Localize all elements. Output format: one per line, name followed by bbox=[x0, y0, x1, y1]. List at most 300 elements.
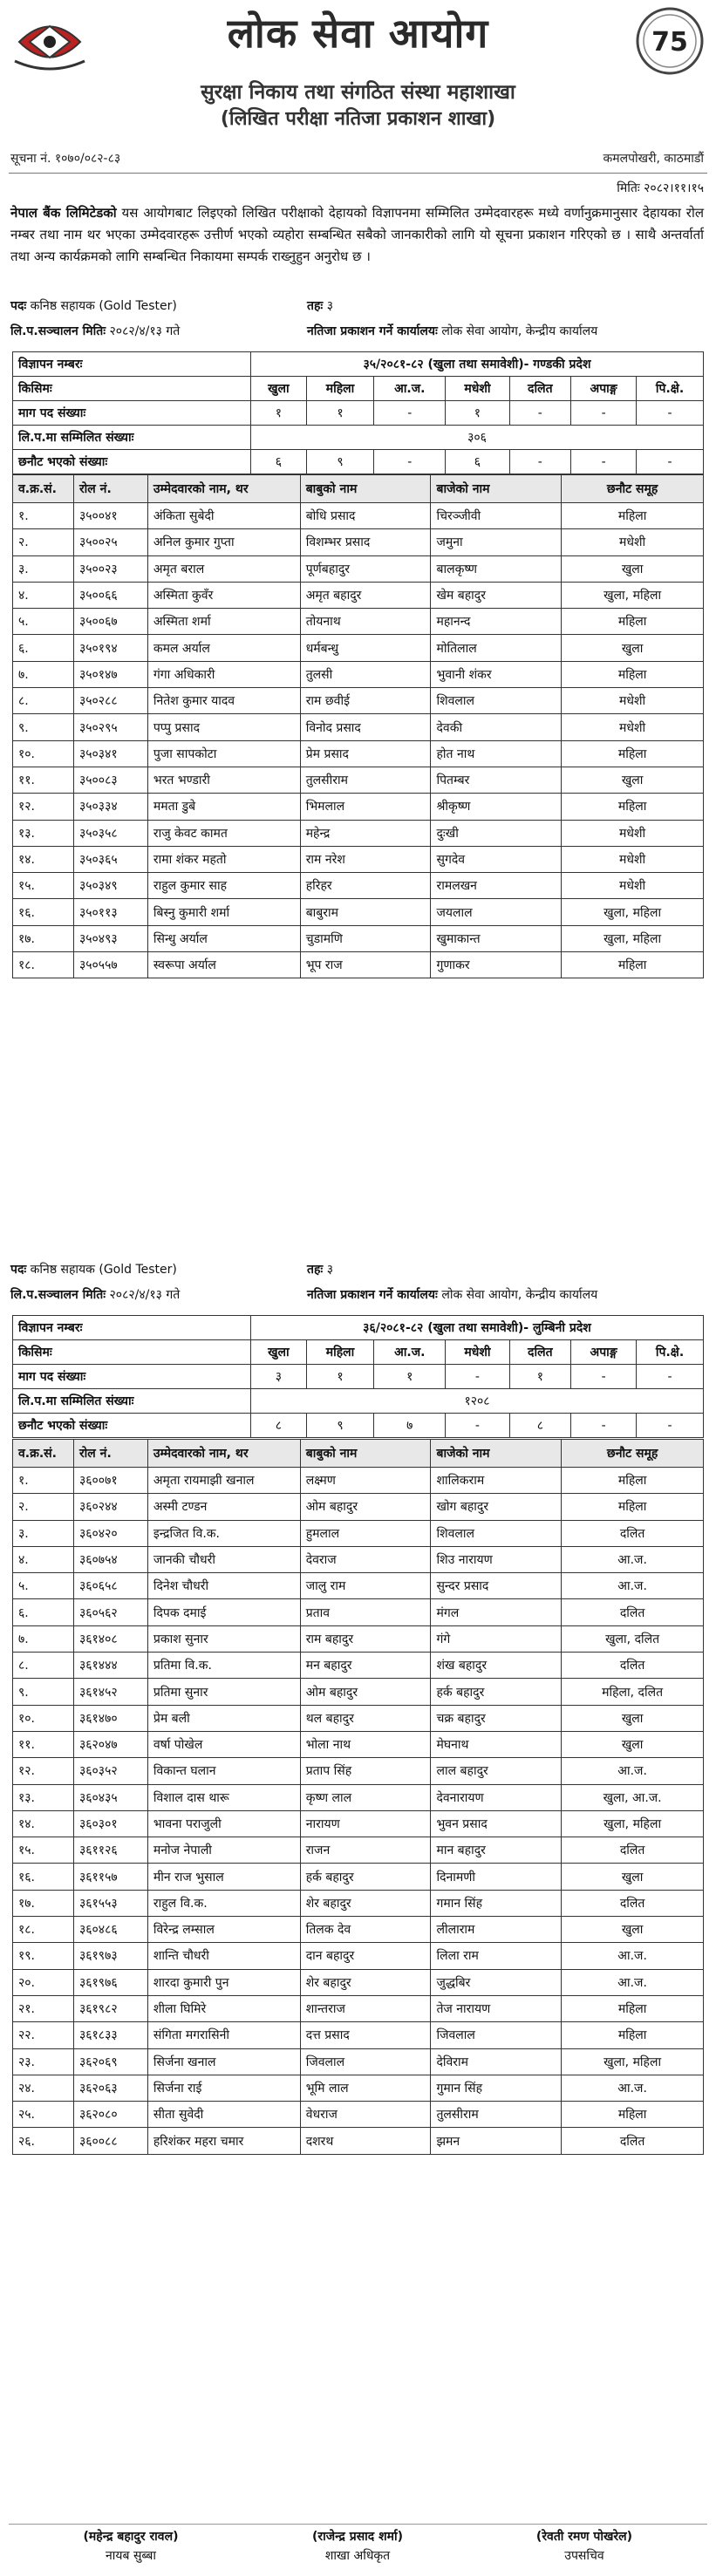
roll-number: ३६१४७० bbox=[73, 1705, 147, 1731]
roll-number: ३५०३३४ bbox=[73, 794, 147, 820]
father-name: तोयनाथ bbox=[300, 609, 431, 635]
grandfather-name: खुमाकान्त bbox=[431, 925, 562, 951]
serial-number: १६. bbox=[13, 1864, 74, 1890]
candidate-name: प्रतिमा वि.क. bbox=[147, 1653, 300, 1679]
candidate-name: विकान्त घलान bbox=[147, 1758, 300, 1784]
serial-number: २०. bbox=[13, 1969, 74, 1995]
father-name: हर्क बहादुर bbox=[300, 1864, 431, 1890]
table-row bbox=[13, 1943, 704, 1969]
roll-number: ३५०३६५ bbox=[73, 846, 147, 872]
father-name: ओम बहादुर bbox=[300, 1494, 431, 1520]
category-label: किसिमः bbox=[13, 1340, 251, 1365]
grandfather-name: देविराम bbox=[431, 2048, 562, 2075]
candidate-name: सिन्धु अर्याल bbox=[147, 925, 300, 951]
advertisement-info-table bbox=[12, 1315, 704, 1438]
category-row bbox=[13, 1340, 704, 1365]
father-name: जालु राम bbox=[300, 1573, 431, 1599]
office-label: नतिजा प्रकाशन गर्ने कार्यालयः bbox=[307, 324, 438, 338]
candidate-name: अस्मिता कुवँर bbox=[147, 582, 300, 608]
selection-group: महिला, दलित bbox=[562, 1679, 704, 1705]
grandfather-name: दुःखी bbox=[431, 820, 562, 846]
table-row bbox=[13, 846, 704, 872]
candidate-name: अस्मिता शर्मा bbox=[147, 609, 300, 635]
column-header: बाबुको नाम bbox=[300, 1440, 431, 1468]
grandfather-name: लिला राम bbox=[431, 1943, 562, 1969]
grandfather-name: दिनामणी bbox=[431, 1864, 562, 1890]
category-header: मधेशी bbox=[446, 377, 509, 401]
organization-name: नेपाल बैंक लिमिटेडको bbox=[10, 205, 117, 221]
division-name: सुरक्षा निकाय तथा संगठित संस्था महाशाखा bbox=[201, 81, 515, 104]
grandfather-name: रामलखन bbox=[431, 873, 562, 899]
demand-count: १ bbox=[509, 1365, 571, 1389]
selection-group: महिला bbox=[562, 503, 704, 529]
serial-number: १४. bbox=[13, 846, 74, 872]
serial-number: १८. bbox=[13, 952, 74, 978]
roll-number: ३६२०४७ bbox=[73, 1731, 147, 1757]
grandfather-name: हर्क बहादुर bbox=[431, 1679, 562, 1705]
selected-count: ६ bbox=[446, 450, 509, 474]
roll-number: ३५०३५८ bbox=[73, 820, 147, 846]
category-header: महिला bbox=[306, 377, 373, 401]
demand-count: १ bbox=[446, 401, 509, 426]
notice-date: मितिः २०८२।११।१५ bbox=[617, 181, 704, 195]
candidate-name: भावना पराजुली bbox=[147, 1810, 300, 1837]
grandfather-name: गुमान सिंह bbox=[431, 2075, 562, 2101]
father-name: हुमलाल bbox=[300, 1520, 431, 1546]
father-name: प्रेम प्रसाद bbox=[300, 740, 431, 767]
grandfather-name: मान बहादुर bbox=[431, 1837, 562, 1864]
serial-number: ३. bbox=[13, 555, 74, 582]
selected-count: ७ bbox=[374, 1414, 446, 1438]
selection-group: आ.ज. bbox=[562, 1969, 704, 1995]
roll-number: ३६००७१ bbox=[73, 1468, 147, 1494]
grandfather-name: तेज नारायण bbox=[431, 1995, 562, 2021]
post-label: पदः bbox=[10, 299, 27, 313]
father-name: तुलसी bbox=[300, 661, 431, 687]
grandfather-name: झमन bbox=[431, 2128, 562, 2154]
category-label: किसिमः bbox=[13, 377, 251, 401]
total-row bbox=[13, 1389, 704, 1414]
father-name: जिवलाल bbox=[300, 2048, 431, 2075]
grandfather-name: खेम बहादुर bbox=[431, 582, 562, 608]
serial-number: ३. bbox=[13, 1520, 74, 1546]
signature-divider bbox=[9, 2524, 707, 2525]
total-candidates: १२०८ bbox=[251, 1389, 704, 1414]
table-row bbox=[13, 740, 704, 767]
post-value: कनिष्ठ सहायक (Gold Tester) bbox=[30, 1263, 177, 1277]
selection-group: महिला bbox=[562, 952, 704, 978]
father-name: भूप राज bbox=[300, 952, 431, 978]
category-header: खुला bbox=[251, 1340, 307, 1365]
table-row bbox=[13, 714, 704, 740]
demand-row bbox=[13, 1365, 704, 1389]
table-row bbox=[13, 1468, 704, 1494]
table-row bbox=[13, 1890, 704, 1916]
serial-number: २४. bbox=[13, 2075, 74, 2101]
office-label: नतिजा प्रकाशन गर्ने कार्यालयः bbox=[307, 1288, 438, 1302]
father-name: अमृत बहादुर bbox=[300, 582, 431, 608]
grandfather-name: जुद्धबिर bbox=[431, 1969, 562, 1995]
office-value: लोक सेवा आयोग, केन्द्रीय कार्यालय bbox=[441, 1288, 598, 1302]
father-name: ओम बहादुर bbox=[300, 1679, 431, 1705]
level-value: ३ bbox=[326, 1263, 333, 1277]
selected-count: - bbox=[571, 1414, 637, 1438]
selection-group: खुला bbox=[562, 1917, 704, 1943]
candidate-name: अमृत बराल bbox=[147, 555, 300, 582]
category-header: अपाङ्ग bbox=[571, 377, 637, 401]
serial-number: २२. bbox=[13, 2022, 74, 2048]
candidate-name: सिर्जना खनाल bbox=[147, 2048, 300, 2075]
father-name: देवराज bbox=[300, 1546, 431, 1572]
demand-count: - bbox=[374, 401, 446, 426]
serial-number: १६. bbox=[13, 899, 74, 925]
selected-label: छनौट भएको संख्याः bbox=[13, 450, 251, 474]
grandfather-name: देवकी bbox=[431, 714, 562, 740]
father-name: विशम्भर प्रसाद bbox=[300, 529, 431, 555]
demand-count: १ bbox=[374, 1365, 446, 1389]
column-header: उम्मेदवारको नाम, थर bbox=[147, 475, 300, 503]
serial-number: ६. bbox=[13, 1599, 74, 1625]
demand-label: माग पद संख्याः bbox=[13, 401, 251, 426]
table-row bbox=[13, 1546, 704, 1572]
father-name: नारायण bbox=[300, 1810, 431, 1837]
serial-number: १०. bbox=[13, 1705, 74, 1731]
roll-number: ३६०४३५ bbox=[73, 1784, 147, 1810]
selection-group: खुला, महिला bbox=[562, 1810, 704, 1837]
grandfather-name: बालकृष्ण bbox=[431, 555, 562, 582]
candidate-name: शान्ति चौधरी bbox=[147, 1943, 300, 1969]
candidate-name: कमल अर्याल bbox=[147, 635, 300, 661]
selected-count: ८ bbox=[509, 1414, 571, 1438]
selected-count: ९ bbox=[306, 450, 373, 474]
roll-number: ३५०२९५ bbox=[73, 714, 147, 740]
page-title: लोक सेवा आयोग bbox=[227, 10, 489, 57]
demand-count: - bbox=[637, 1365, 704, 1389]
selection-group: खुला bbox=[562, 1705, 704, 1731]
serial-number: ९. bbox=[13, 1679, 74, 1705]
signatory-title: शाखा अधिकृत bbox=[324, 2549, 391, 2563]
table-row bbox=[13, 767, 704, 793]
roll-number: ३५०२८८ bbox=[73, 688, 147, 714]
table-row bbox=[13, 2128, 704, 2154]
total-label: लि.प.मा सम्मिलित संख्याः bbox=[13, 1389, 251, 1414]
level-label: तहः bbox=[307, 299, 324, 313]
column-header: बाबुको नाम bbox=[300, 475, 431, 503]
serial-number: २. bbox=[13, 1494, 74, 1520]
grandfather-name: चिरञ्जीवी bbox=[431, 503, 562, 529]
total-candidates: ३०६ bbox=[251, 426, 704, 450]
roll-number: ३५००२५ bbox=[73, 529, 147, 555]
table-row bbox=[13, 820, 704, 846]
candidate-name: मीन राज भुसाल bbox=[147, 1864, 300, 1890]
column-header: व.क्र.सं. bbox=[13, 475, 74, 503]
roll-number: ३६०६५८ bbox=[73, 1573, 147, 1599]
level-label: तहः bbox=[307, 1263, 324, 1277]
table-row bbox=[13, 1573, 704, 1599]
demand-count: - bbox=[571, 1365, 637, 1389]
candidate-name: राहुल कुमार साह bbox=[147, 873, 300, 899]
grandfather-name: गुणाकर bbox=[431, 952, 562, 978]
exam-date-label: लि.प.सञ्चालन मितिः bbox=[10, 324, 106, 338]
selection-group: मधेशी bbox=[562, 688, 704, 714]
table-row bbox=[13, 1995, 704, 2021]
table-row bbox=[13, 873, 704, 899]
father-name: महेन्द्र bbox=[300, 820, 431, 846]
advertisement-label: विज्ञापन नम्बरः bbox=[13, 352, 251, 377]
grandfather-name: शिउ नारायण bbox=[431, 1546, 562, 1572]
table-row bbox=[13, 899, 704, 925]
category-header: पि.क्षे. bbox=[637, 1340, 704, 1365]
roll-number: ३५००६६ bbox=[73, 582, 147, 608]
serial-number: ७. bbox=[13, 1625, 74, 1652]
serial-number: १२. bbox=[13, 1758, 74, 1784]
roll-number: ३६०३५२ bbox=[73, 1758, 147, 1784]
table-row bbox=[13, 952, 704, 978]
serial-number: १४. bbox=[13, 1810, 74, 1837]
table-row bbox=[13, 1784, 704, 1810]
signatory-title: नायब सुब्बा bbox=[106, 2549, 156, 2563]
roll-number: ३६२०८० bbox=[73, 2102, 147, 2128]
header-divider bbox=[9, 173, 707, 174]
category-header: आ.ज. bbox=[374, 377, 446, 401]
selection-group: दलित bbox=[562, 2128, 704, 2154]
intro-paragraph bbox=[10, 202, 704, 268]
grandfather-name: शालिकराम bbox=[431, 1468, 562, 1494]
advertisement-number: ३५/२०८१-८२ (खुला तथा समावेशी)- गण्डकी प्रदेश bbox=[251, 352, 704, 377]
candidate-name: रामा शंकर महतो bbox=[147, 846, 300, 872]
serial-number: १३. bbox=[13, 820, 74, 846]
roll-number: ३६०५६२ bbox=[73, 1599, 147, 1625]
roll-number: ३५०४९३ bbox=[73, 925, 147, 951]
table-row bbox=[13, 1520, 704, 1546]
selection-group: आ.ज. bbox=[562, 1758, 704, 1784]
table-row bbox=[13, 1653, 704, 1679]
serial-number: ७. bbox=[13, 661, 74, 687]
serial-number: १०. bbox=[13, 740, 74, 767]
selection-group: खुला, महिला bbox=[562, 2048, 704, 2075]
signature-block bbox=[22, 2527, 240, 2566]
grandfather-name: सुगदेव bbox=[431, 846, 562, 872]
signatory-name: (रेवती रमण पोखरेल) bbox=[535, 2530, 633, 2544]
table-row bbox=[13, 1705, 704, 1731]
roll-number: ३६०३०१ bbox=[73, 1810, 147, 1837]
post-line bbox=[10, 297, 704, 318]
father-name: बोधि प्रसाद bbox=[300, 503, 431, 529]
candidate-name: शीला घिमिरे bbox=[147, 1995, 300, 2021]
category-row bbox=[13, 377, 704, 401]
selection-group: महिला bbox=[562, 794, 704, 820]
table-row bbox=[13, 2102, 704, 2128]
advertisement-row bbox=[13, 1316, 704, 1340]
grandfather-name: गंगे bbox=[431, 1625, 562, 1652]
selected-count: - bbox=[446, 1414, 509, 1438]
selected-label: छनौट भएको संख्याः bbox=[13, 1414, 251, 1438]
father-name: वेधराज bbox=[300, 2102, 431, 2128]
father-name: प्रताव bbox=[300, 1599, 431, 1625]
post-label: पदः bbox=[10, 1263, 27, 1277]
selection-group: मधेशी bbox=[562, 873, 704, 899]
table-row bbox=[13, 1917, 704, 1943]
selected-row bbox=[13, 1414, 704, 1438]
column-header: रोल नं. bbox=[73, 1440, 147, 1468]
roll-number: ३५०३४१ bbox=[73, 740, 147, 767]
demand-count: - bbox=[509, 401, 571, 426]
father-name: भिमलाल bbox=[300, 794, 431, 820]
roll-number: ३५०५५७ bbox=[73, 952, 147, 978]
father-name: लक्ष्मण bbox=[300, 1468, 431, 1494]
candidate-name: विरेन्द्र लम्साल bbox=[147, 1917, 300, 1943]
father-name: तुलसीराम bbox=[300, 767, 431, 793]
roll-number: ३६१९७३ bbox=[73, 1943, 147, 1969]
serial-number: १५. bbox=[13, 1837, 74, 1864]
logo-number: 75 bbox=[651, 27, 688, 58]
candidate-name: अमृता रायमाझी खनाल bbox=[147, 1468, 300, 1494]
roll-number: ३६००८८ bbox=[73, 2128, 147, 2154]
serial-number: २६. bbox=[13, 2128, 74, 2154]
table-row bbox=[13, 1625, 704, 1652]
category-header: आ.ज. bbox=[374, 1340, 446, 1365]
column-header: रोल नं. bbox=[73, 475, 147, 503]
candidate-name: जानकी चौधरी bbox=[147, 1546, 300, 1572]
selection-group: खुला bbox=[562, 767, 704, 793]
table-row bbox=[13, 794, 704, 820]
total-label: लि.प.मा सम्मिलित संख्याः bbox=[13, 426, 251, 450]
father-name: तिलक देव bbox=[300, 1917, 431, 1943]
selected-count: - bbox=[571, 450, 637, 474]
roll-number: ३५००६७ bbox=[73, 609, 147, 635]
selection-group: आ.ज. bbox=[562, 1546, 704, 1572]
selection-group: मधेशी bbox=[562, 714, 704, 740]
table-row bbox=[13, 1599, 704, 1625]
candidate-name: राहुल वि.क. bbox=[147, 1890, 300, 1916]
table-row bbox=[13, 609, 704, 635]
table-row bbox=[13, 1837, 704, 1864]
father-name: राम बहादुर bbox=[300, 1625, 431, 1652]
result-header-row bbox=[13, 1440, 704, 1468]
candidate-name: गंगा अधिकारी bbox=[147, 661, 300, 687]
serial-number: १७. bbox=[13, 1890, 74, 1916]
exam-line bbox=[10, 323, 704, 344]
selection-group: खुला, महिला bbox=[562, 582, 704, 608]
serial-number: ११. bbox=[13, 767, 74, 793]
selection-group: खुला, महिला bbox=[562, 925, 704, 951]
selected-count: - bbox=[637, 450, 704, 474]
selection-group: आ.ज. bbox=[562, 2075, 704, 2101]
exam-date-value: २०८२/४/१३ गते bbox=[109, 324, 181, 338]
candidate-name: भरत भण्डारी bbox=[147, 767, 300, 793]
selection-group: आ.ज. bbox=[562, 1573, 704, 1599]
candidate-name: सीता सुवेदी bbox=[147, 2102, 300, 2128]
selected-count: ९ bbox=[306, 1414, 373, 1438]
selection-group: मधेशी bbox=[562, 820, 704, 846]
grandfather-name: चक्र बहादुर bbox=[431, 1705, 562, 1731]
serial-number: १२. bbox=[13, 794, 74, 820]
candidate-name: दिनेश चौधरी bbox=[147, 1573, 300, 1599]
roll-number: ३५०१९४ bbox=[73, 635, 147, 661]
selection-group: महिला bbox=[562, 661, 704, 687]
candidate-name: पुजा सापकोटा bbox=[147, 740, 300, 767]
selected-row bbox=[13, 450, 704, 474]
grandfather-name: गमान सिंह bbox=[431, 1890, 562, 1916]
candidate-name: सिर्जना राई bbox=[147, 2075, 300, 2101]
table-row bbox=[13, 503, 704, 529]
father-name: पूर्णबहादुर bbox=[300, 555, 431, 582]
office-value: लोक सेवा आयोग, केन्द्रीय कार्यालय bbox=[441, 324, 598, 338]
table-row bbox=[13, 925, 704, 951]
signatory-name: (महेन्द्र बहादुर रावल) bbox=[83, 2530, 179, 2544]
advertisement-info-table bbox=[12, 351, 704, 474]
serial-number: ८. bbox=[13, 1653, 74, 1679]
candidate-name: संगिता मगरासिनी bbox=[147, 2022, 300, 2048]
serial-number: २३. bbox=[13, 2048, 74, 2075]
father-name: हरिहर bbox=[300, 873, 431, 899]
grandfather-name: पितम्बर bbox=[431, 767, 562, 793]
category-header: मधेशी bbox=[446, 1340, 509, 1365]
anniversary-75-logo-icon bbox=[634, 5, 706, 77]
table-row bbox=[13, 1758, 704, 1784]
selection-group: मधेशी bbox=[562, 846, 704, 872]
grandfather-name: मेघनाथ bbox=[431, 1731, 562, 1757]
roll-number: ३५००८३ bbox=[73, 767, 147, 793]
serial-number: १८. bbox=[13, 1917, 74, 1943]
column-header: व.क्र.सं. bbox=[13, 1440, 74, 1468]
exam-date-value: २०८२/४/१३ गते bbox=[109, 1288, 181, 1302]
serial-number: ४. bbox=[13, 582, 74, 608]
selection-group: खुला, आ.ज. bbox=[562, 1784, 704, 1810]
father-name: शान्तराज bbox=[300, 1995, 431, 2021]
serial-number: ९. bbox=[13, 714, 74, 740]
roll-number: ३६०४२० bbox=[73, 1520, 147, 1546]
father-name: दत्त प्रसाद bbox=[300, 2022, 431, 2048]
candidate-name: हरिशंकर महरा चमार bbox=[147, 2128, 300, 2154]
candidate-name: नितेश कुमार यादव bbox=[147, 688, 300, 714]
grandfather-name: मोतिलाल bbox=[431, 635, 562, 661]
father-name: राजन bbox=[300, 1837, 431, 1864]
serial-number: २. bbox=[13, 529, 74, 555]
roll-number: ३६१४०८ bbox=[73, 1625, 147, 1652]
grandfather-name: खोग बहादुर bbox=[431, 1494, 562, 1520]
father-name: शेर बहादुर bbox=[300, 1969, 431, 1995]
grandfather-name: मंगल bbox=[431, 1599, 562, 1625]
father-name: राम नरेश bbox=[300, 846, 431, 872]
selection-group: महिला bbox=[562, 2022, 704, 2048]
father-name: दान बहादुर bbox=[300, 1943, 431, 1969]
serial-number: २५. bbox=[13, 2102, 74, 2128]
grandfather-name: शिवलाल bbox=[431, 688, 562, 714]
column-header: छनौट समूह bbox=[562, 1440, 704, 1468]
roll-number: ३६२०६९ bbox=[73, 2048, 147, 2075]
table-row bbox=[13, 1494, 704, 1520]
roll-number: ३५०१४७ bbox=[73, 661, 147, 687]
serial-number: ४. bbox=[13, 1546, 74, 1572]
selection-group: खुला bbox=[562, 555, 704, 582]
grandfather-name: देवनारायण bbox=[431, 1784, 562, 1810]
selection-group: मधेशी bbox=[562, 529, 704, 555]
selection-group: महिला bbox=[562, 2102, 704, 2128]
category-header: खुला bbox=[251, 377, 307, 401]
father-name: भूमि लाल bbox=[300, 2075, 431, 2101]
selection-group: खुला, महिला bbox=[562, 899, 704, 925]
signatory-name: (राजेन्द्र प्रसाद शर्मा) bbox=[311, 2530, 404, 2544]
candidate-name: ममता डुबे bbox=[147, 794, 300, 820]
table-row bbox=[13, 1731, 704, 1757]
category-header: पि.क्षे. bbox=[637, 377, 704, 401]
grandfather-name: लाल बहादुर bbox=[431, 1758, 562, 1784]
selection-group: महिला bbox=[562, 740, 704, 767]
post-value: कनिष्ठ सहायक (Gold Tester) bbox=[30, 299, 177, 313]
father-name: राम छवीई bbox=[300, 688, 431, 714]
exam-date-label: लि.प.सञ्चालन मितिः bbox=[10, 1288, 106, 1302]
